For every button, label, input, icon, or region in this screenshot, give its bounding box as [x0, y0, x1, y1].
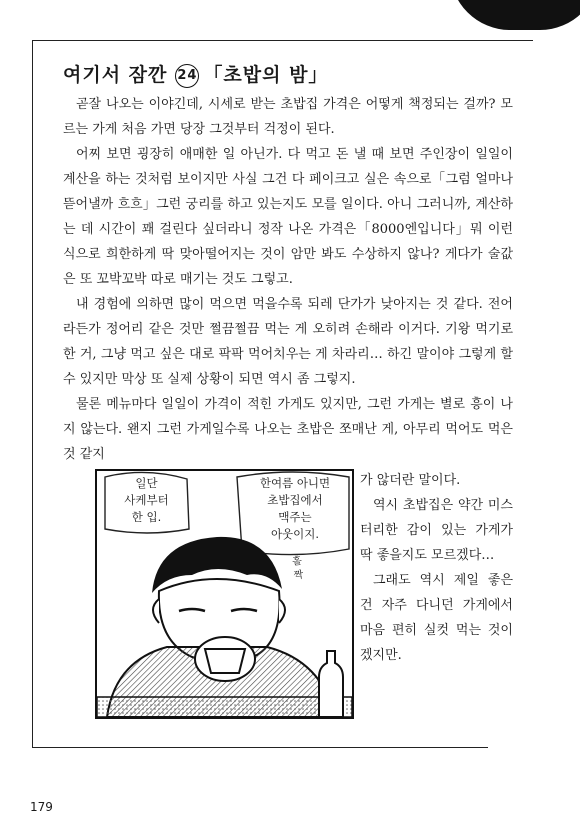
- corner-tab: [450, 0, 580, 30]
- side-text: [360, 468, 513, 668]
- paragraph: 역시 초밥집은 약간 미스터리한 감이 있는 가게가 딱 좋을지도 모르겠다…: [360, 498, 513, 563]
- paragraph: 내 경험에 의하면 많이 먹으면 먹을수록 되레 단가가 낮아지는 것 같다. 전어라든가 정어리 같은 것만 쩔끔쩔끔 먹는 게 오히려 손해라 이거다. 기왕 먹기로 한 거, 그냥 먹고 싶은 대로 팍팍 먹어치우는 게 차라리… 하긴 말이야 그렇게 할 수 있지만 막상 또 실제 상황이 되면 역시 좀 그렇지.: [63, 297, 513, 387]
- paragraph: 가 않더란 말이다.: [360, 473, 461, 488]
- heading-prefix: 여기서 잠깐: [63, 64, 168, 86]
- paragraph: 곧잘 나오는 이야긴데, 시세로 받는 초밥집 가격은 어떻게 책정되는 걸까? 모르는 가게 처음 가면 당장 그것부터 걱정이 된다.: [63, 97, 513, 137]
- speech-text-right: 한여름 아니면 초밥집에서 맥주는 아웃이지.: [259, 476, 331, 541]
- page-frame-bottom: [32, 747, 488, 748]
- sound-effect: 홀 짝: [291, 555, 304, 582]
- sake-cup: [205, 649, 245, 673]
- paragraph: 어찌 보면 굉장히 애매한 일 아닌가. 다 먹고 돈 낼 때 보면 주인장이 일일이 계산을 하는 것처럼 보이지만 사실 그건 다 페이크고 실은 속으로「그럼 얼마나 뜯어낼까 흐흐」그런 궁리를 하고 있는지도 모를 일이다. 아니 그러니까, 계산하는 데 시간이 꽤 걸린다 싶더라니 정작 나온 가격은「8000엔입니다」뭐 이런 식으로 희한하게 딱 맞아떨어지는 것이 암만 봐도 수상하지 않나? 게다가 술값은 또 꼬박꼬박 따로 매기는 것도 그렇고.: [63, 147, 513, 287]
- paragraph: 물론 메뉴마다 일일이 가격이 적힌 가게도 있지만, 그런 가게는 별로 흥이 나지 않는다. 왠지 그런 가게일수록 나오는 초밥은 쪼매난 게, 아무리 먹어도 먹은 것 같지: [63, 397, 513, 462]
- comic-panel: [95, 469, 354, 719]
- heading-title: 「초밥의 밤」: [203, 64, 329, 86]
- counter: [97, 697, 352, 717]
- paragraph: 그래도 역시 제일 좋은 건 자주 다니던 가게에서 마음 편히 실컷 먹는 것이겠지만.: [360, 573, 513, 663]
- main-text: [63, 92, 513, 467]
- heading-number: 24: [175, 64, 199, 88]
- page-number: 179: [30, 800, 53, 814]
- sake-bottle: [319, 651, 343, 717]
- section-heading: [63, 60, 328, 88]
- speech-text-left: 일단 사케부터 한 입.: [124, 476, 169, 524]
